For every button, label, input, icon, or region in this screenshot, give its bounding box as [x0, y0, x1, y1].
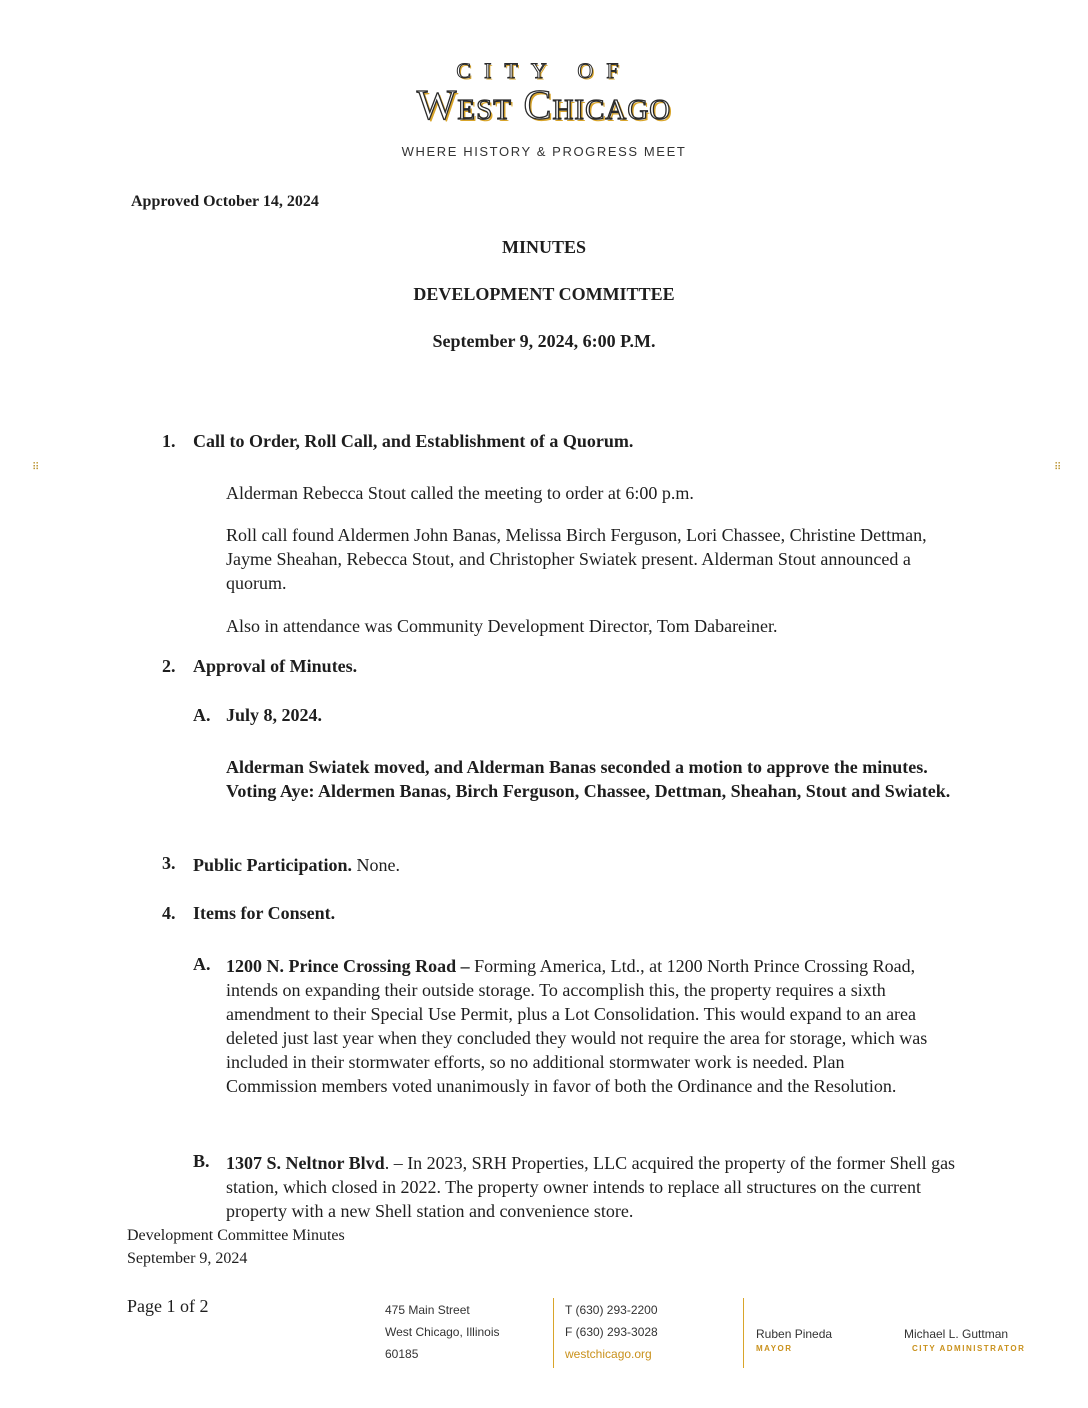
margin-mark-right: ⠿ [1054, 462, 1062, 473]
section-4b-letter: B. [193, 1151, 210, 1171]
section-1-paragraph-1: Alderman Rebecca Stout called the meeting to order at 6:00 p.m. [226, 483, 694, 503]
section-2-title: Approval of Minutes. [193, 656, 358, 676]
footer-contact [565, 1299, 658, 1365]
section-3-text: None. [352, 855, 400, 875]
section-1-paragraph-2: Roll call found Aldermen John Banas, Melissa Birch Ferguson, Lori Chassee, Christine Dettman, Jayme Sheahan, Rebecca Stout, and Christopher Swiatek present. Alderman Stout announced a quorum. [226, 525, 927, 593]
section-4b-paragraph [226, 1151, 958, 1223]
section-1-number: 1. [162, 431, 176, 451]
page-number: Page 1 of 2 [127, 1296, 209, 1316]
section-2a-letter: A. [193, 705, 211, 725]
footer-divider-2 [743, 1298, 744, 1368]
section-2a-motion: Alderman Swiatek moved, and Alderman Banas seconded a motion to approve the minutes. Voting Aye: Aldermen Banas, Birch Ferguson, Chassee, Dettman, Sheahan, Stout and Swiatek. [226, 757, 951, 801]
administrator-name: Michael L. Guttman [904, 1327, 1009, 1341]
website-link[interactable]: westchicago.org [565, 1347, 652, 1361]
section-1-title: Call to Order, Roll Call, and Establishment of a Quorum. [193, 431, 634, 451]
section-2a-title: July 8, 2024. [226, 705, 323, 725]
section-3-title: Public Participation. [193, 855, 352, 875]
section-4b-title: 1307 S. Neltnor Blvd [226, 1153, 385, 1173]
footer-document-name: Development Committee Minutes [127, 1227, 345, 1244]
address-line-2: West Chicago, Illinois [385, 1325, 500, 1339]
section-4a-letter: A. [193, 954, 211, 974]
section-1-paragraph-3: Also in attendance was Community Development Director, Tom Dabareiner. [226, 616, 778, 636]
address-line-1: 475 Main Street [385, 1303, 470, 1317]
administrator-block [904, 1327, 1025, 1353]
mayor-block [756, 1327, 832, 1353]
footer-document-date: September 9, 2024 [127, 1250, 248, 1267]
section-4a-paragraph [226, 954, 938, 1098]
section-3-number: 3. [162, 853, 176, 873]
section-4a-text: Forming America, Ltd., at 1200 North Prince Crossing Road, intends on expanding their outside storage. To accomplish this, the property requires a sixth amendment to their Special Use Permit, plus a Lot Consolidation. This would expand to an area deleted just last year when they concluded they would not require the area for storage, which was included in their stormwater efforts, so no additional stormwater work is needed. Plan Commission members voted unanimously in favor of both the Ordinance and the Resolution. [226, 956, 928, 1096]
meeting-date: September 9, 2024, 6:00 P.M. [432, 331, 656, 351]
section-4b-text: . – In 2023, SRH Properties, LLC acquired the property of the former Shell gas station, which closed in 2022. The property owner intends to replace all structures on the current property with a new Shell station and convenience store. [226, 1153, 956, 1221]
section-4-number: 4. [162, 903, 176, 923]
address-line-3: 60185 [385, 1347, 419, 1361]
committee-name: DEVELOPMENT COMMITTEE [413, 284, 675, 304]
fax-number: F (630) 293-3028 [565, 1325, 658, 1339]
section-4a-title: 1200 N. Prince Crossing Road – [226, 956, 470, 976]
letterhead-city-of: CITY OF [456, 58, 632, 83]
section-3-line [193, 853, 953, 877]
mayor-name: Ruben Pineda [756, 1327, 833, 1341]
mayor-title: MAYOR [756, 1344, 793, 1353]
letterhead-tagline: WHERE HISTORY & PROGRESS MEET [401, 144, 687, 159]
section-4-title: Items for Consent. [193, 903, 336, 923]
administrator-title: CITY ADMINISTRATOR [912, 1344, 1026, 1353]
phone-number: T (630) 293-2200 [565, 1303, 658, 1317]
margin-mark-left: ⠿ [32, 462, 40, 473]
section-2-number: 2. [162, 656, 176, 676]
footer-divider-1 [553, 1298, 554, 1368]
approved-date: Approved October 14, 2024 [131, 193, 319, 210]
document-title: MINUTES [501, 237, 586, 257]
letterhead-city-name: West Chicago [416, 83, 672, 129]
footer-address [385, 1299, 500, 1365]
